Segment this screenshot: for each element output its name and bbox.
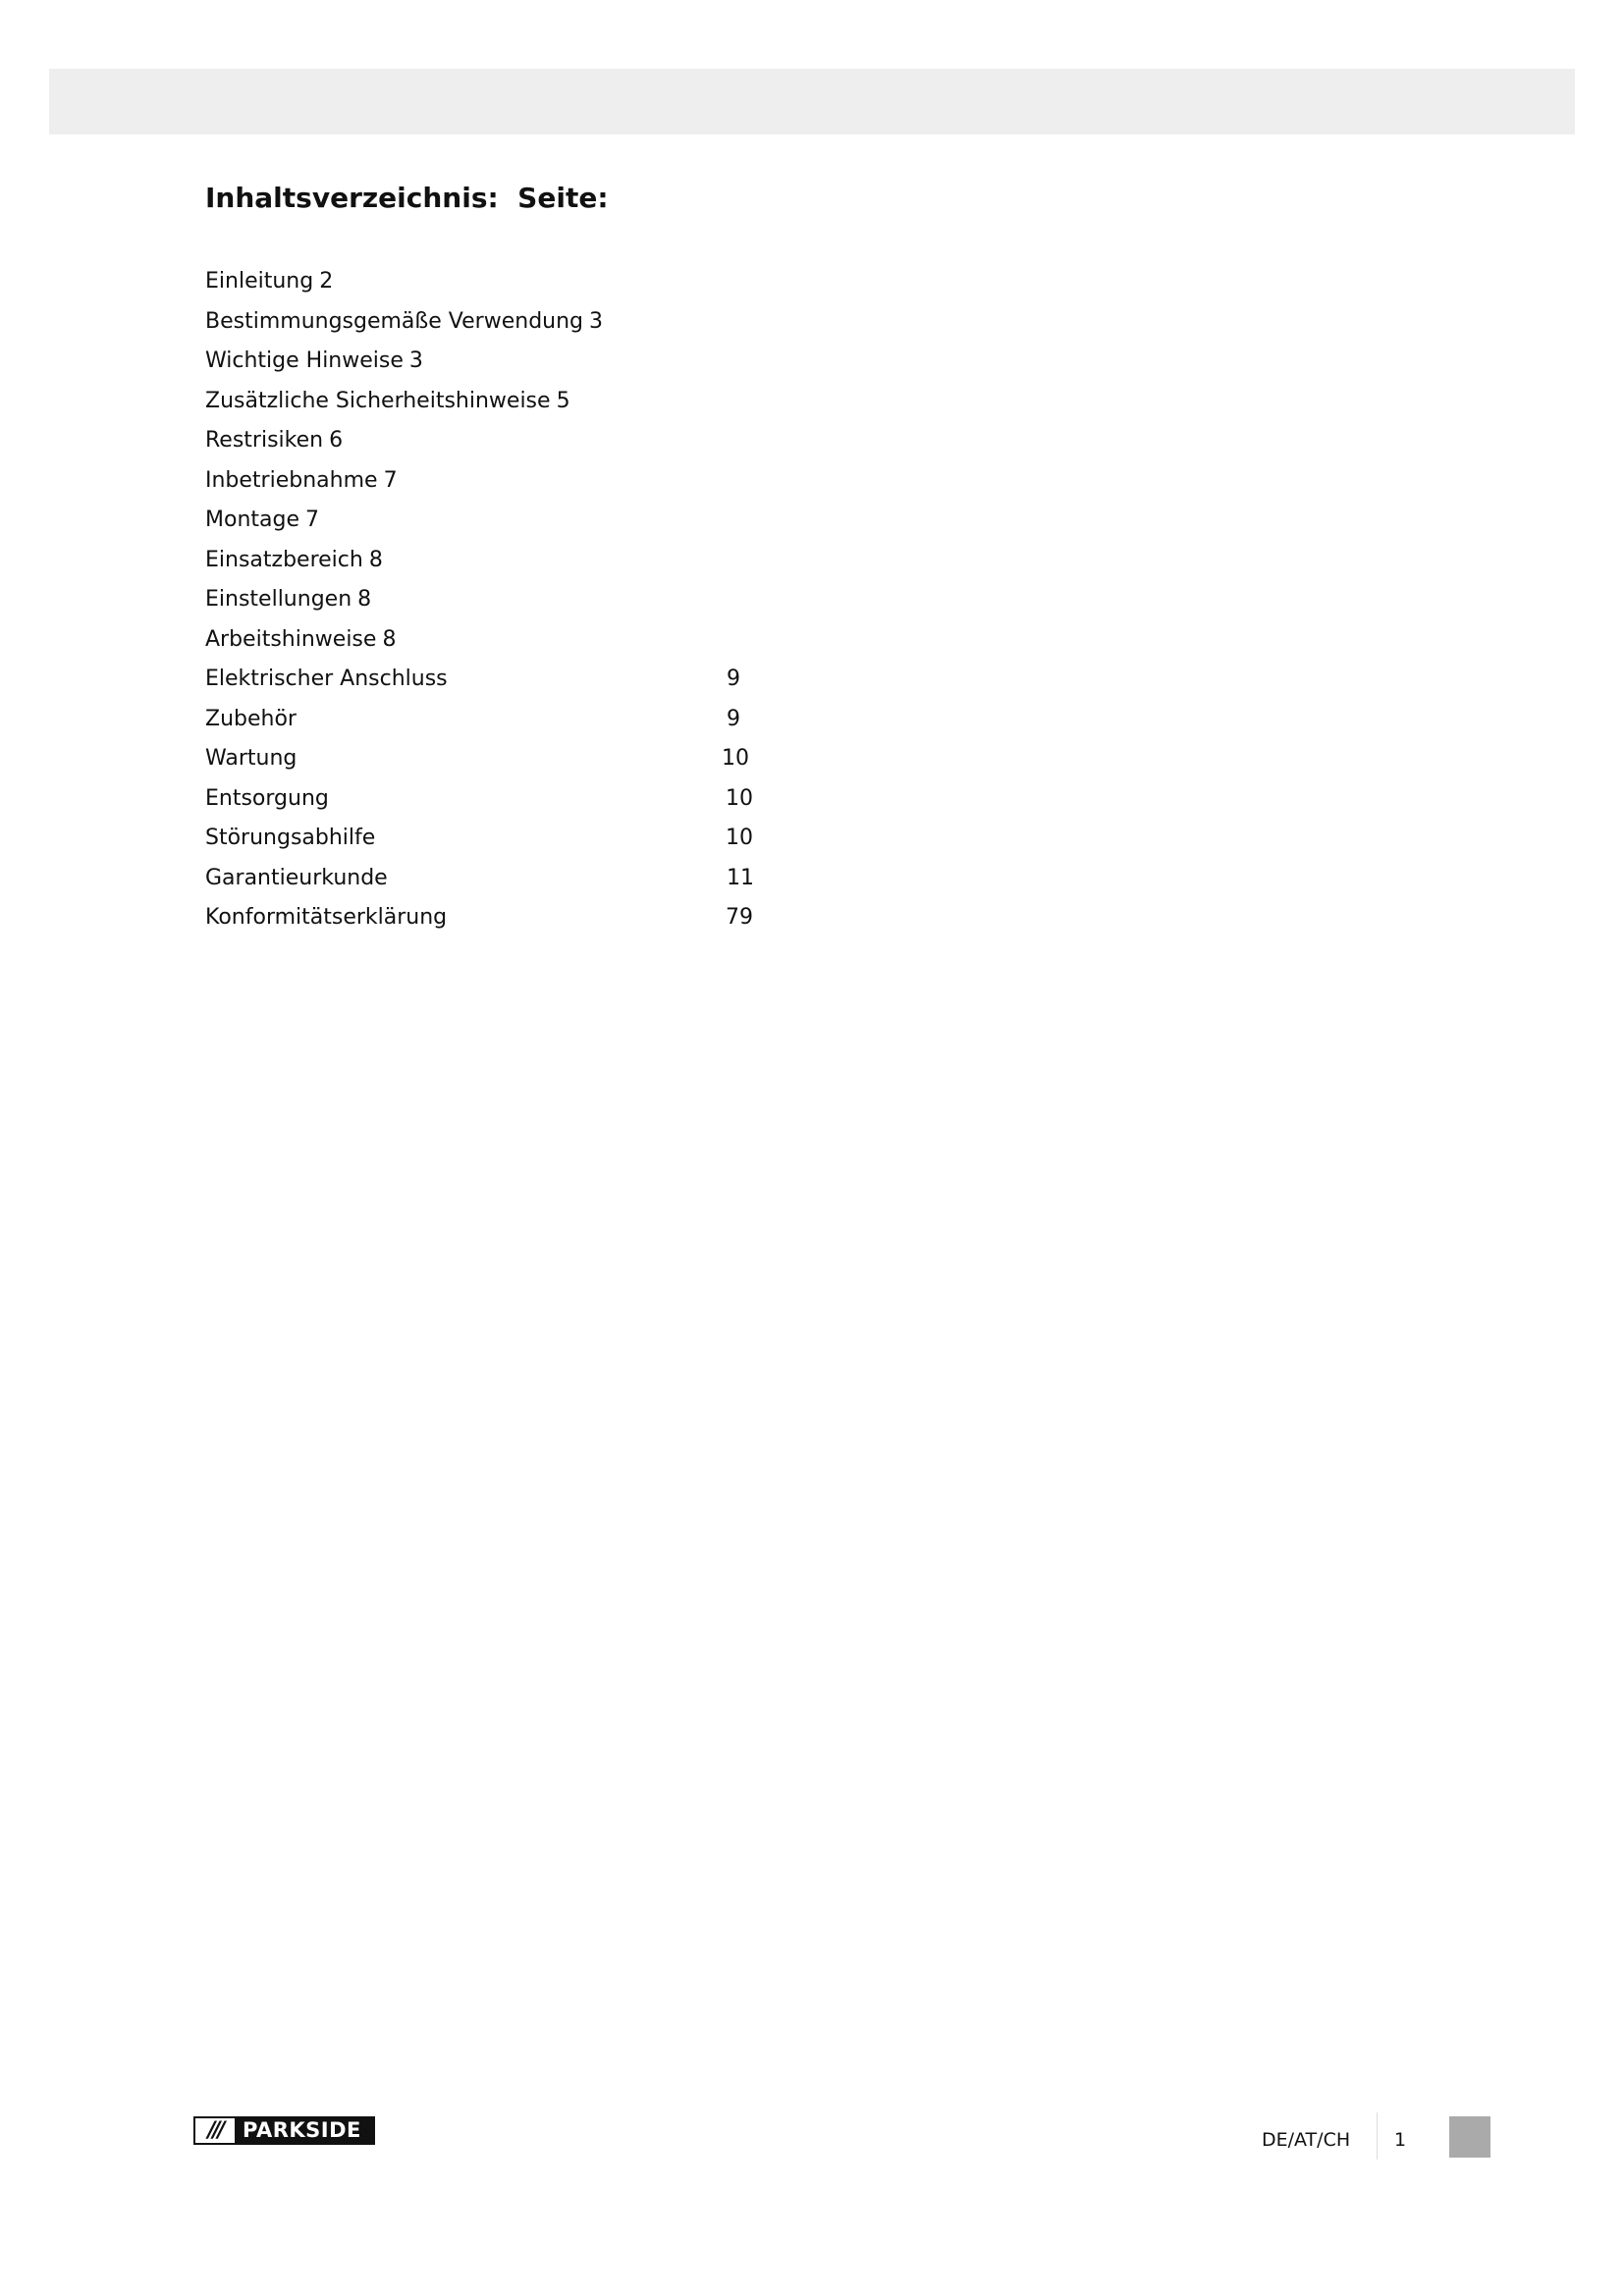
toc-entry-page: 11 (727, 865, 754, 890)
toc-entry-page: 3 (408, 348, 423, 373)
toc-entry (205, 506, 893, 546)
toc-entry-label: Restrisiken 6 (205, 428, 344, 453)
toc-entry-label: Montage 7 (205, 507, 319, 532)
header-band (49, 69, 1575, 134)
toc-entry (205, 864, 893, 904)
toc-entry-label: Inbetriebnahme 7 (205, 467, 398, 493)
toc-entry-label: Zubehör (205, 706, 297, 731)
toc-entry-page: 10 (722, 746, 749, 771)
toc-entry (205, 625, 893, 666)
toc-entry (205, 546, 893, 586)
toc-entry-page: 10 (726, 785, 753, 811)
toc-entry-label: Einleitung 2 (205, 269, 334, 294)
toc-entry (205, 903, 893, 943)
toc-entry (205, 387, 893, 427)
toc-entry (205, 585, 893, 625)
toc-entry-page: 2 (319, 269, 334, 294)
toc-entry-page: 8 (382, 626, 397, 652)
toc-title: Inhaltsverzeichnis: Seite: (205, 182, 609, 214)
toc-entry (205, 744, 893, 784)
toc-entry-label: Arbeitshinweise 8 (205, 626, 397, 652)
footer-divider (1377, 2112, 1378, 2160)
toc-entry-label: Elektrischer Anschluss (205, 667, 448, 691)
logo-stripes-icon: /// (193, 2116, 237, 2145)
toc-entry (205, 347, 893, 387)
toc-entry-page: 8 (368, 547, 383, 572)
toc-entry-page: 8 (357, 587, 372, 612)
toc-entry-label: Konformitätserklärung (205, 905, 448, 930)
toc-entry (205, 267, 893, 307)
toc-entry-page: 6 (329, 428, 344, 453)
footer-grey-box (1449, 2116, 1490, 2158)
toc-entry-label: Wartung (205, 746, 298, 771)
toc-entry (205, 307, 893, 347)
toc-entry-page: 9 (727, 667, 740, 691)
toc-entry-page: 7 (383, 467, 398, 493)
toc-entry (205, 466, 893, 507)
toc-entry-page: 7 (305, 507, 319, 532)
toc-entry-page: 9 (727, 706, 740, 731)
toc-entry-label: Entsorgung (205, 785, 329, 811)
toc-entry-label: Störungsabhilfe (205, 826, 376, 850)
toc-entry-label: Bestimmungsgemäße Verwendung 3 (205, 308, 604, 334)
parkside-logo (193, 2116, 375, 2145)
toc-entry-label: Wichtige Hinweise 3 (205, 348, 423, 373)
toc-entry-page: 5 (556, 388, 570, 413)
toc-entry-label: Garantieurkunde (205, 865, 388, 890)
toc-entry-label: Zusätzliche Sicherheitshinweise 5 (205, 388, 570, 413)
toc-entry (205, 705, 893, 745)
toc-entry (205, 665, 893, 705)
toc-entry (205, 426, 893, 466)
toc-entry (205, 824, 893, 864)
toc-entry-label: Einstellungen 8 (205, 587, 372, 612)
toc-entry (205, 784, 893, 825)
toc-entry-page: 79 (726, 905, 753, 930)
toc-list (205, 267, 893, 943)
toc-entry-page: 10 (726, 826, 753, 850)
logo-text: PARKSIDE (237, 2116, 375, 2145)
footer-page-number: 1 (1394, 2129, 1407, 2151)
toc-entry-page: 3 (589, 308, 604, 334)
toc-entry-label: Einsatzbereich 8 (205, 547, 383, 572)
footer-region: DE/AT/CH (1262, 2129, 1351, 2151)
